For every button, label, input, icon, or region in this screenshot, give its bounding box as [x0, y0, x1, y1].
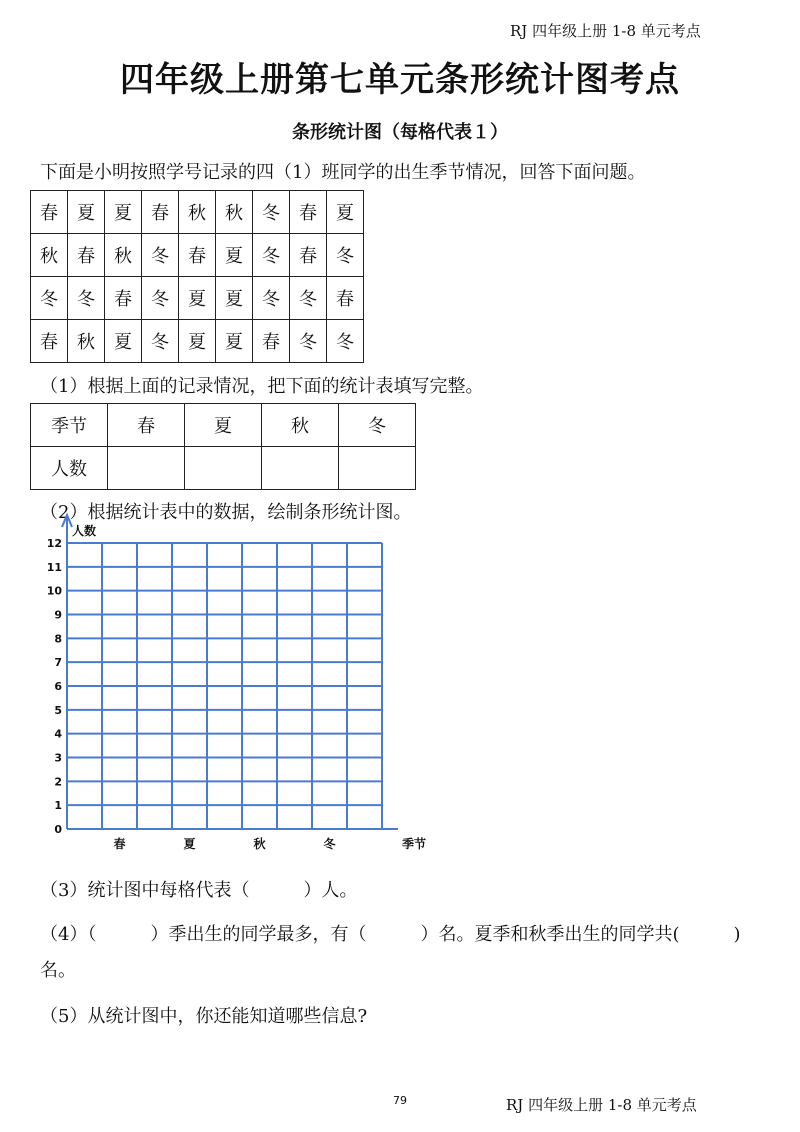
record-row — [31, 277, 364, 320]
record-cell: 夏 — [216, 234, 253, 277]
footer-note: RJ 四年级上册 1-8 单元考点 — [506, 1096, 697, 1114]
y-tick-label: 6 — [54, 680, 62, 693]
record-cell: 冬 — [253, 277, 290, 320]
record-cell: 春 — [253, 320, 290, 363]
y-tick-label: 7 — [54, 656, 62, 670]
y-tick-label: 11 — [46, 560, 62, 574]
record-cell: 夏 — [105, 191, 142, 234]
record-cell: 冬 — [31, 277, 68, 320]
y-axis-label: 人数 — [72, 524, 97, 538]
record-cell: 冬 — [142, 277, 179, 320]
record-cell: 冬 — [142, 234, 179, 277]
record-cell: 冬 — [142, 320, 179, 363]
stats-table — [30, 403, 416, 490]
bar-chart-grid — [36, 510, 446, 855]
record-cell: 春 — [179, 234, 216, 277]
record-cell: 冬 — [253, 191, 290, 234]
record-cell: 冬 — [253, 234, 290, 277]
header-note: RJ 四年级上册 1-8 单元考点 — [510, 22, 701, 40]
record-row — [31, 320, 364, 363]
question-5: （5）从统计图中，你还能知道哪些信息? — [40, 1006, 368, 1027]
record-cell: 春 — [31, 191, 68, 234]
record-cell: 冬 — [327, 234, 364, 277]
stats-season-cell: 秋 — [262, 404, 339, 447]
y-tick-label: 1 — [54, 799, 62, 813]
record-cell: 夏 — [216, 277, 253, 320]
y-tick-label: 5 — [54, 703, 62, 717]
y-tick-label: 10 — [46, 584, 62, 598]
record-cell: 秋 — [216, 191, 253, 234]
record-cell: 秋 — [68, 320, 105, 363]
record-cell: 冬 — [327, 320, 364, 363]
intro-text: 下面是小明按照学号记录的四（1）班同学的出生季节情况，回答下面问题。 — [40, 162, 646, 183]
y-tick-label: 9 — [54, 608, 62, 622]
record-cell: 冬 — [290, 277, 327, 320]
page-title: 四年级上册第七单元条形统计图考点 — [120, 60, 680, 100]
record-cell: 夏 — [68, 191, 105, 234]
x-category-label: 春 — [113, 837, 126, 851]
x-category-label: 秋 — [253, 837, 266, 851]
x-category-label: 冬 — [323, 837, 336, 851]
stats-count-cell[interactable] — [339, 447, 416, 490]
stats-season-cell: 夏 — [185, 404, 262, 447]
y-tick-label: 4 — [54, 727, 62, 741]
section-subtitle: 条形统计图（每格代表１） — [292, 122, 508, 143]
record-cell: 夏 — [327, 191, 364, 234]
stats-season-cell: 春 — [108, 404, 185, 447]
record-cell: 秋 — [179, 191, 216, 234]
question-3: （3）统计图中每格代表（ ）人。 — [40, 880, 358, 901]
record-cell: 秋 — [105, 234, 142, 277]
y-tick-label: 0 — [54, 823, 62, 836]
stats-count-row — [31, 447, 416, 490]
stats-header-label: 季节 — [31, 404, 108, 447]
y-tick-label: 2 — [54, 775, 62, 789]
record-table — [30, 190, 364, 363]
record-cell: 夏 — [179, 320, 216, 363]
record-cell: 春 — [105, 277, 142, 320]
record-cell: 冬 — [290, 320, 327, 363]
record-cell: 夏 — [216, 320, 253, 363]
stats-count-cell[interactable] — [108, 447, 185, 490]
x-category-label: 夏 — [183, 837, 196, 851]
y-tick-label: 8 — [54, 632, 62, 646]
stats-count-cell[interactable] — [262, 447, 339, 490]
record-cell: 春 — [142, 191, 179, 234]
record-cell: 春 — [290, 234, 327, 277]
record-row — [31, 191, 364, 234]
record-cell: 春 — [68, 234, 105, 277]
y-tick-label: 3 — [54, 751, 62, 765]
stats-header-row — [31, 404, 416, 447]
question-4-continued: 名。 — [40, 960, 76, 981]
record-cell: 冬 — [68, 277, 105, 320]
question-1: （1）根据上面的记录情况，把下面的统计表填写完整。 — [40, 376, 484, 397]
record-cell: 夏 — [105, 320, 142, 363]
stats-season-cell: 冬 — [339, 404, 416, 447]
question-2: （2）根据统计表中的数据，绘制条形统计图。 — [40, 502, 412, 523]
page-number: 79 — [393, 1094, 407, 1107]
record-row — [31, 234, 364, 277]
record-cell: 春 — [290, 191, 327, 234]
record-cell: 春 — [31, 320, 68, 363]
y-tick-label: 12 — [46, 537, 62, 550]
record-cell: 秋 — [31, 234, 68, 277]
x-axis-label: 季节 — [401, 837, 427, 851]
record-cell: 夏 — [179, 277, 216, 320]
record-cell: 春 — [327, 277, 364, 320]
question-4: （4）（ ）季出生的同学最多，有（ ）名。夏季和秋季出生的同学共( ) — [40, 924, 741, 945]
stats-count-cell[interactable] — [185, 447, 262, 490]
stats-row-label: 人数 — [31, 447, 108, 490]
